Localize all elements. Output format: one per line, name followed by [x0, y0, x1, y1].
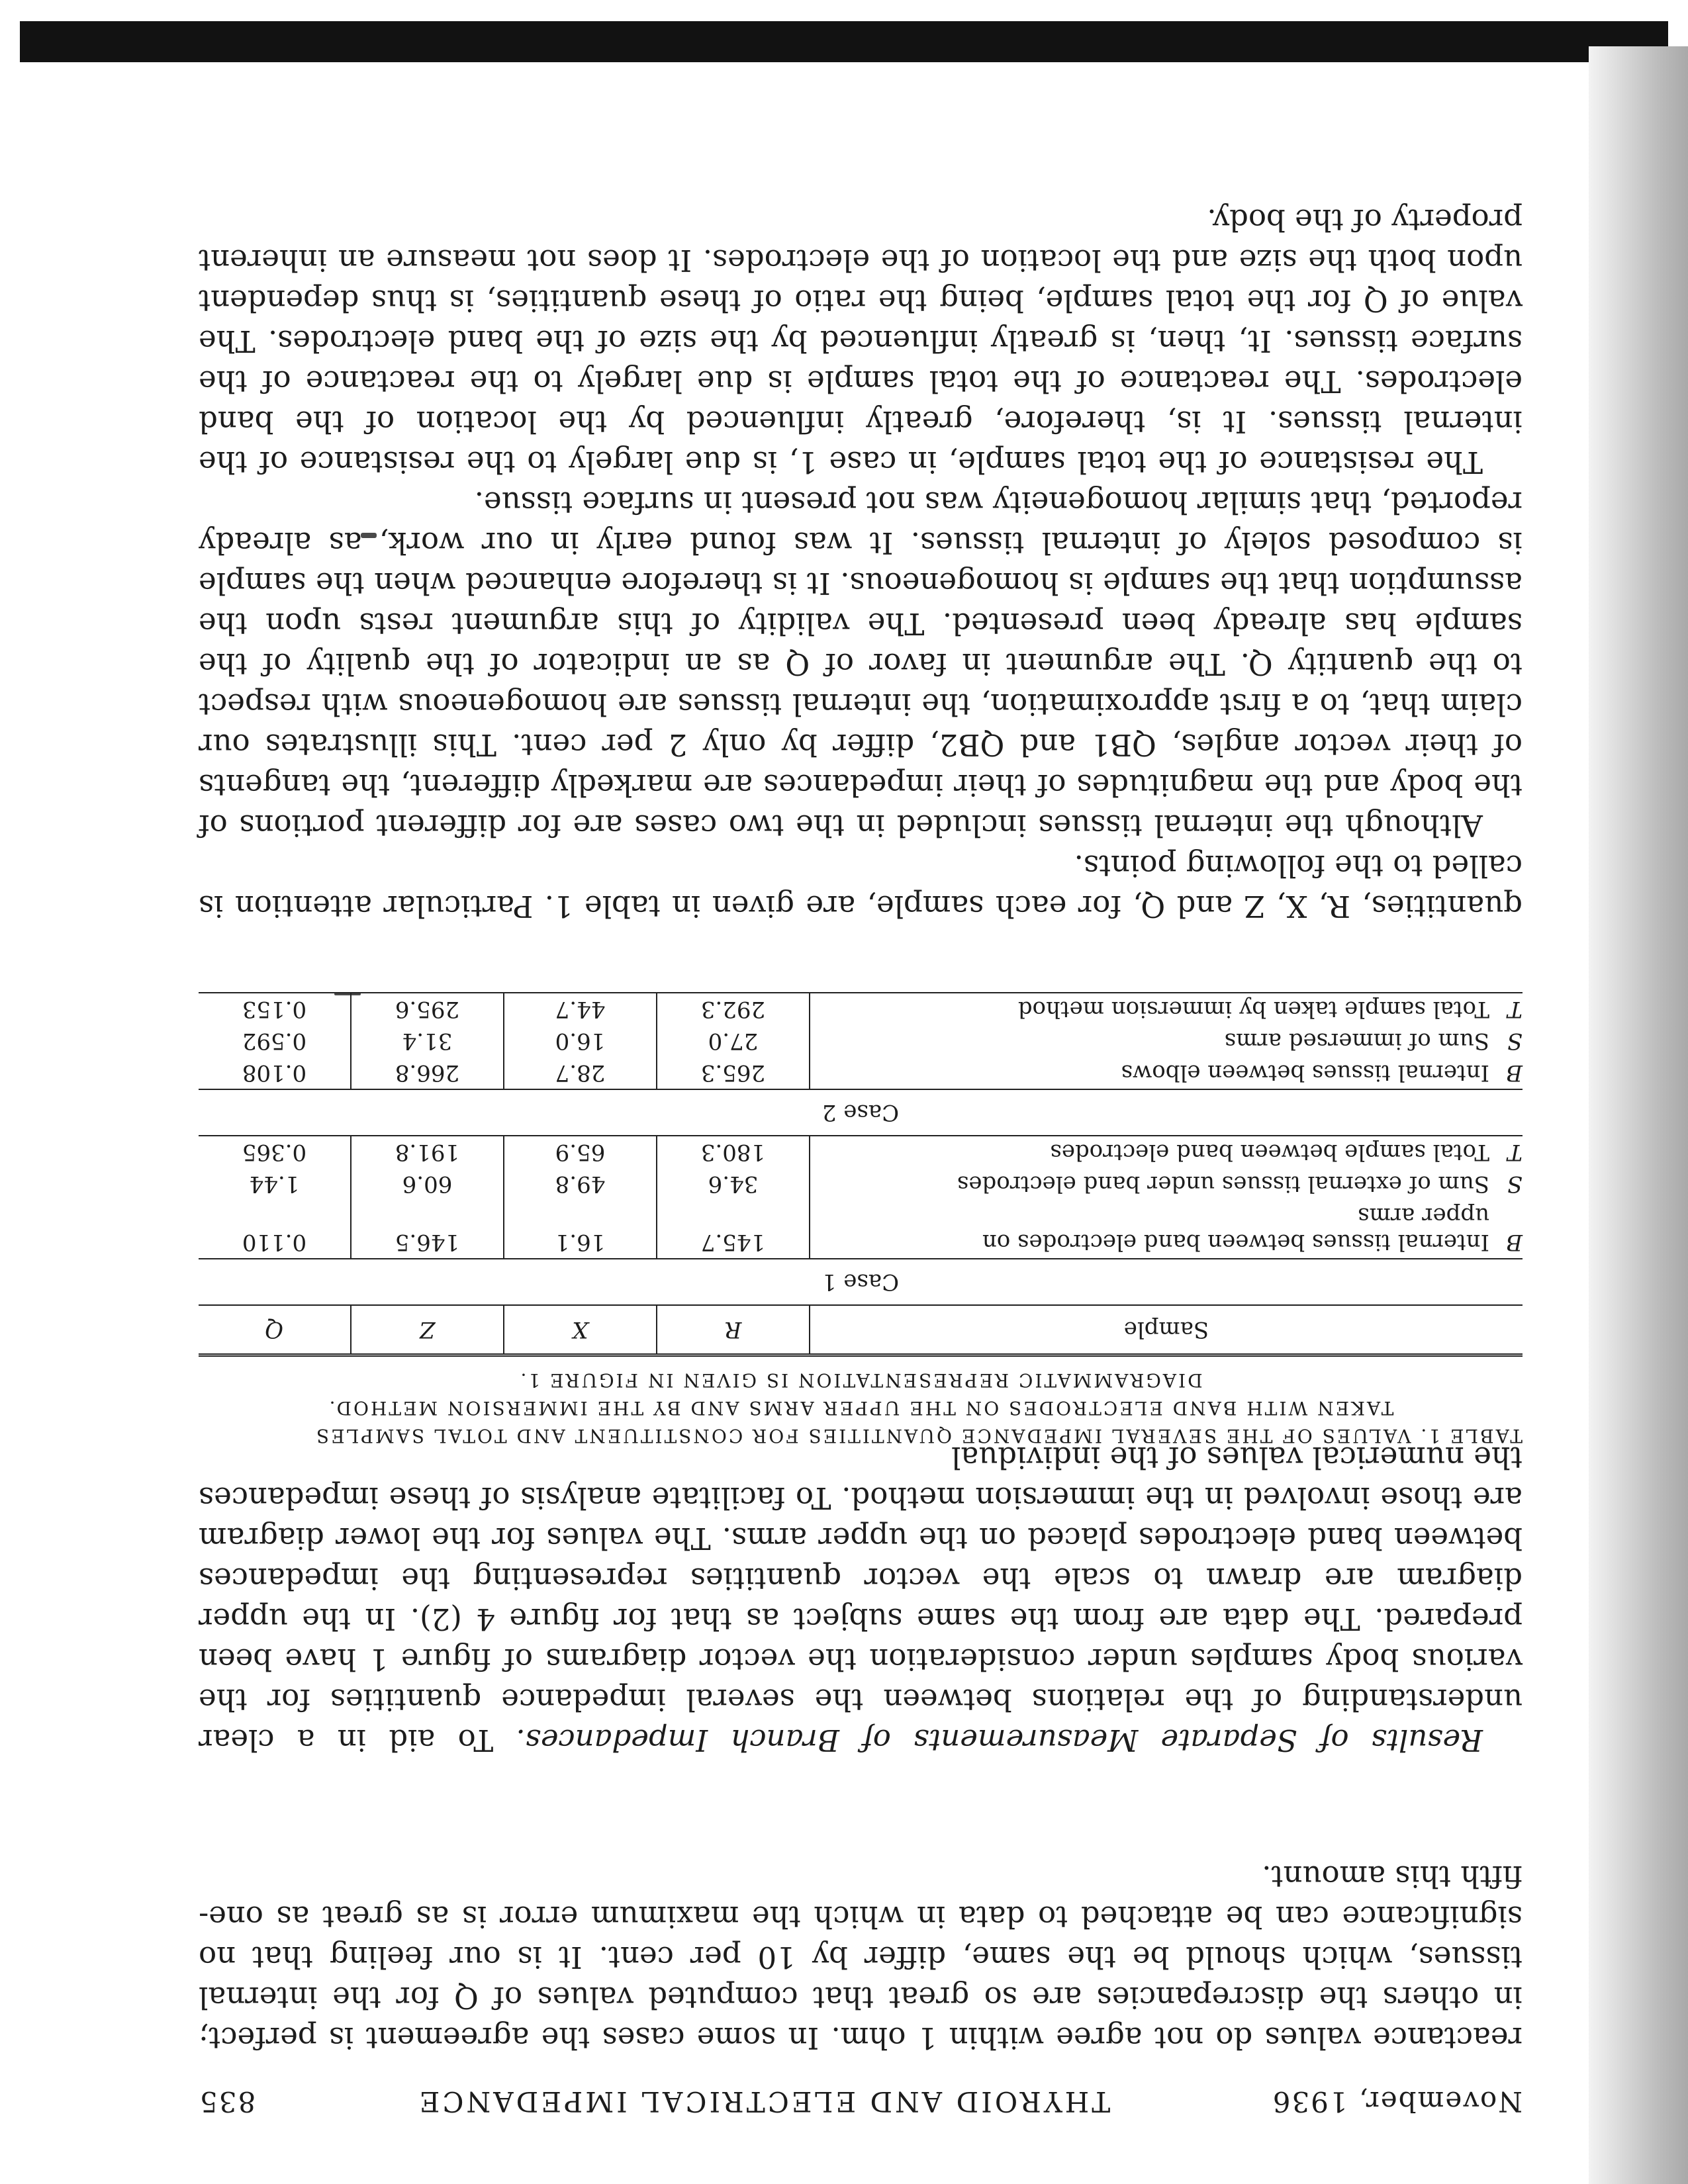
- row-id: T: [1507, 1139, 1523, 1165]
- case-heading-row: [199, 1259, 1523, 1305]
- sample-cell: [810, 1025, 1523, 1057]
- paragraph: Although the internal tissues included in the two cases are for different portions of the body and the magnitudes of their impedances are markedly different, the tangents of their vector angles, QB1 and QB2, differ by only 2 per cent. This illustrates our claim that, to a first approximation, the internal tissues are homogeneous with respect to the quantity Q. The argument in favor of Q as an indicator of the quality of the sample has already been presented. The validity of this argument rests upon the assumption that the sample is homogeneous. It is therefore enhanced when the sample is composed solely of internal tissues. It was found early in our work, as already reported, that similar homogeneity was not present in surface tissue.: [199, 485, 1523, 843]
- table-caption-line: DIAGRAMMATIC REPRESENTATION IS GIVEN IN FIGURE 1.: [518, 1369, 1203, 1391]
- row-label: Internal tissues between band electrodes on upper arms: [982, 1203, 1489, 1255]
- table-row: [199, 1025, 1523, 1057]
- table-header-row: [199, 1305, 1523, 1355]
- paragraph: The resistance of the total sample, in case 1, is due largely to the resistance of the internal tissues. It is, therefore, greatly influenced by the location of the band electrodes. The reactance of the total sample is due largely to the reactance of the surface tissues. It, then, is greatly influenced by the size of the band electrodes. The value of Q for the total sample, being the ratio of these quantities, is thus dependent upon both the size and the location of the electrodes. It does not measure an inherent property of the body.: [199, 203, 1523, 480]
- cell-q: 0.365: [199, 1136, 351, 1168]
- cell-q: 1.44: [199, 1168, 351, 1200]
- cell-z: 191.8: [351, 1136, 504, 1168]
- sample-cell: [810, 1168, 1523, 1200]
- table-row: [199, 1136, 1523, 1168]
- cell-x: 44.7: [504, 993, 657, 1025]
- column-header: R: [657, 1305, 810, 1355]
- document-page-rotated: [199, 79, 1523, 2118]
- sample-cell: [810, 993, 1523, 1025]
- cell-r: 34.6: [657, 1168, 810, 1200]
- cell-r: 145.7: [657, 1200, 810, 1259]
- section-heading: Results of Separate Measurements of Branch Impedances.: [516, 1723, 1483, 1758]
- text-block-bottom: [199, 200, 1523, 927]
- cell-r: 27.0: [657, 1025, 810, 1057]
- row-label: Total sample taken by immersion method: [1017, 996, 1489, 1023]
- scan-binding-shadow: [1589, 46, 1688, 2184]
- cell-r: 292.3: [657, 993, 810, 1025]
- cell-q: 0.153: [199, 993, 351, 1025]
- column-header: X: [504, 1305, 657, 1355]
- table-row: [199, 993, 1523, 1025]
- cell-x: 65.9: [504, 1136, 657, 1168]
- row-id: T: [1507, 996, 1523, 1023]
- cell-z: 295.6: [351, 993, 504, 1025]
- paragraph: [199, 1437, 1523, 1760]
- page-number: 835: [199, 2085, 256, 2118]
- section-text: To aid in a clear understanding of the relations between the several impedance quantities for the various body samples under consideration the vector diagrams of figure 1 have been prepared. The data are from the same subject as that for figure 4 (2). In the upper diagram are drawn to scale the vector quantities representing the impedances between band electrodes placed on the upper arms. The values for the lower diagram are those involved in the immersion method. To facilitate analysis of these impedances the numerical values of the individual: [198, 1440, 1523, 1758]
- row-label: Sum of external tissues under band electrodes: [957, 1171, 1489, 1197]
- case-label: Case 2: [199, 1089, 1523, 1136]
- cell-r: 180.3: [657, 1136, 810, 1168]
- table-caption-line: TAKEN WITH BAND ELECTRODES ON THE UPPER ARMS AND BY THE IMMERSION METHOD.: [327, 1397, 1394, 1419]
- paragraph: quantities, R, X, Z and Q, for each sample, are given in table 1. Particular attention is called to the following points.: [199, 848, 1523, 924]
- row-label: Sum of immersed arms: [1224, 1028, 1489, 1054]
- cell-x: 16.0: [504, 1025, 657, 1057]
- row-id: B: [1506, 1060, 1523, 1086]
- column-header: Q: [199, 1305, 351, 1355]
- text-block-top: [199, 1856, 1523, 2058]
- cell-q: 0.110: [199, 1200, 351, 1259]
- impedance-table: [199, 992, 1523, 1357]
- cell-z: 146.5: [351, 1200, 504, 1259]
- sample-cell: [810, 1057, 1523, 1089]
- cell-x: 28.7: [504, 1057, 657, 1089]
- cell-z: 31.4: [351, 1025, 504, 1057]
- cell-q: 0.592: [199, 1025, 351, 1057]
- table-row: [199, 1200, 1523, 1259]
- case-heading-row: [199, 1089, 1523, 1136]
- row-label: Total sample between band electrodes: [1050, 1139, 1489, 1165]
- results-section: [199, 1437, 1523, 1760]
- case-label: Case 1: [199, 1259, 1523, 1305]
- scan-top-edge: [20, 21, 1668, 62]
- row-id: S: [1507, 1028, 1523, 1054]
- column-header: Sample: [1123, 1316, 1209, 1343]
- table-row: [199, 1168, 1523, 1200]
- cell-x: 16.1: [504, 1200, 657, 1259]
- column-header: Z: [351, 1305, 504, 1355]
- row-id: S: [1507, 1171, 1523, 1197]
- table-caption-line: TABLE 1. VALUES OF THE SEVERAL IMPEDANCE QUANTITIES FOR CONSTITUENT AND TOTAL SAMPLES: [314, 1425, 1523, 1447]
- table-caption: [199, 1366, 1523, 1449]
- running-head-date: November, 1936: [1271, 2085, 1523, 2118]
- cell-r: 265.3: [657, 1057, 810, 1089]
- cell-x: 49.8: [504, 1168, 657, 1200]
- sample-cell: [810, 1200, 1523, 1259]
- running-head-title: THYROID AND ELECTRICAL IMPEDANCE: [416, 2085, 1111, 2118]
- cell-q: 0.108: [199, 1057, 351, 1089]
- row-id: B: [1506, 1229, 1523, 1255]
- paragraph: reactance values do not agree within 1 ohm. In some cases the agreement is perfect; in others the discrepancies are so great that computed values of Q for the internal tissues, which should be the same, differ by 10 per cent. It is our feeling that no significance can be attached to data in which the maximum error is as great as one-fifth this amount.: [199, 1859, 1523, 2056]
- cell-z: 60.6: [351, 1168, 504, 1200]
- cell-z: 266.8: [351, 1057, 504, 1089]
- row-label: Internal tissues between elbows: [1121, 1060, 1489, 1086]
- running-head: [199, 2078, 1523, 2118]
- sample-cell: [810, 1136, 1523, 1168]
- table-row: [199, 1057, 1523, 1089]
